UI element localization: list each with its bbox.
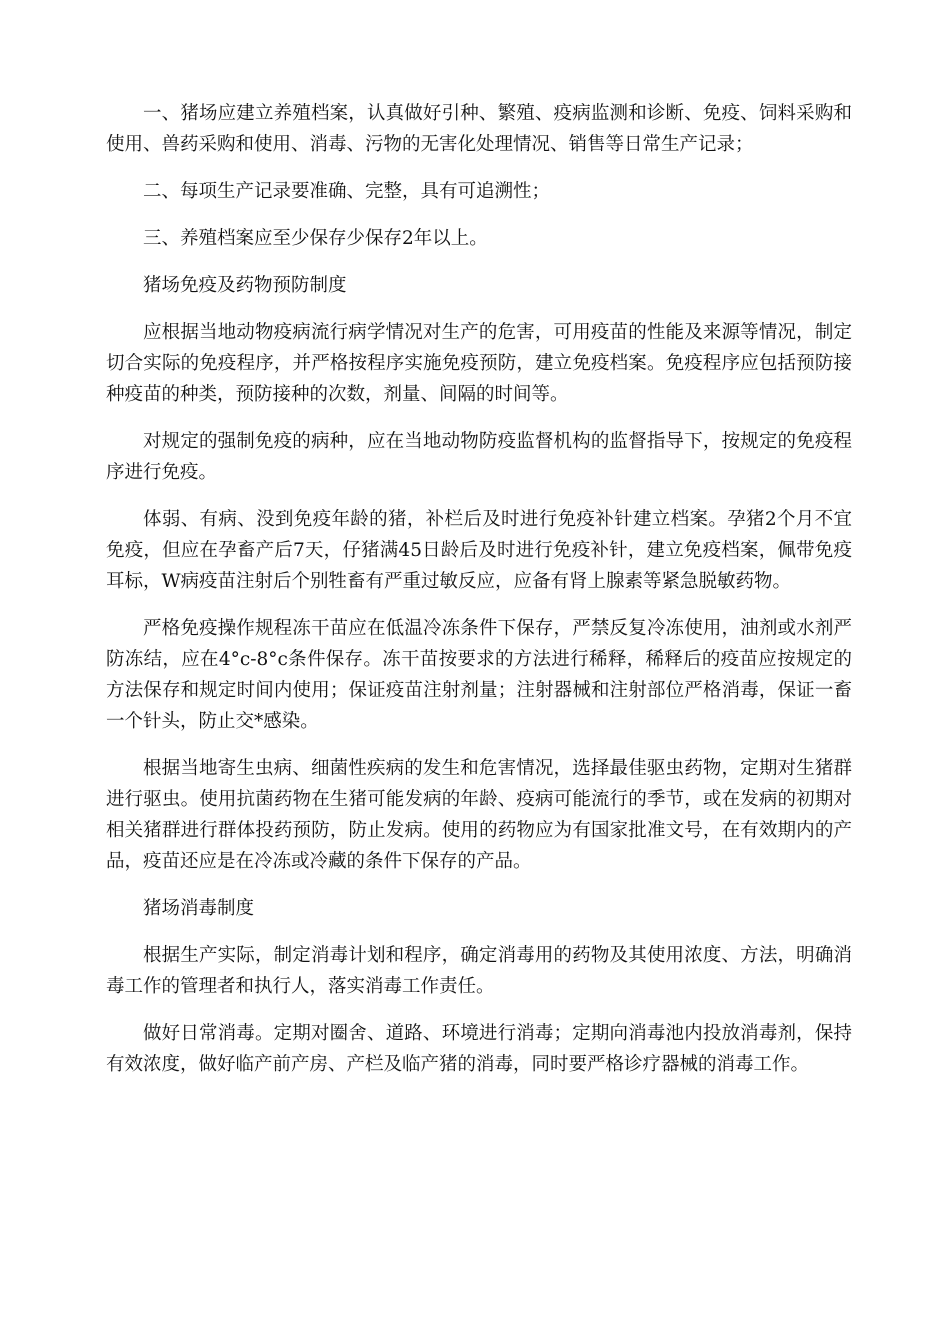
section-heading-disinfection: 猪场消毒制度 (143, 898, 255, 919)
paragraph-vaccine-handling: 严格免疫操作规程冻干苗应在低温冷冻条件下保存，严禁反复冷冻使用，油剂或水剂严防冻结，应在4°c-8°c条件保存。冻干苗按要求的方法进行稀释，稀释后的疫苗应按规定的方法保存和规定时间内使用；保证疫苗注射剂量；注射器械和注射部位严格消毒，保证一畜一个针头，防止交*感染。 (106, 618, 852, 732)
paragraph-record-keeping: 一、猪场应建立养殖档案，认真做好引种、繁殖、疫病监测和诊断、免疫、饲料采购和使用、兽药采购和使用、消毒、污物的无害化处理情况、销售等日常生产记录； (106, 103, 852, 155)
paragraph-traceability: 二、每项生产记录要准确、完整，具有可追溯性； (143, 181, 551, 202)
paragraph-daily-disinfection: 做好日常消毒。定期对圈舍、道路、环境进行消毒；定期向消毒池内投放消毒剂，保持有效浓度，做好临产前产房、产栏及临产猪的消毒，同时要严格诊疗器械的消毒工作。 (106, 1023, 852, 1075)
document-page (106, 98, 852, 1096)
paragraph-mandatory-immunization: 对规定的强制免疫的病种，应在当地动物防疫监督机构的监督指导下，按规定的免疫程序进行免疫。 (106, 431, 852, 483)
paragraph-immunization-program: 应根据当地动物疫病流行病学情况对生产的危害，可用疫苗的性能及来源等情况，制定切合实际的免疫程序，并严格按程序实施免疫预防，建立免疫档案。免疫程序应包括预防接种疫苗的种类，预防接种的次数，剂量、间隔的时间等。 (106, 322, 852, 405)
paragraph-retention: 三、养殖档案应至少保存少保存2年以上。 (143, 228, 488, 249)
section-heading-immunization: 猪场免疫及药物预防制度 (143, 275, 347, 296)
paragraph-deworming: 根据当地寄生虫病、细菌性疾病的发生和危害情况，选择最佳驱虫药物，定期对生猪群进行驱虫。使用抗菌药物在生猪可能发病的年龄、疫病可能流行的季节，或在发病的初期对相关猪群进行群体投药预防，防止发病。使用的药物应为有国家批准文号，在有效期内的产品，疫苗还应是在冷冻或冷藏的条件下保存的产品。 (106, 758, 852, 872)
paragraph-disinfection-plan: 根据生产实际，制定消毒计划和程序，确定消毒用的药物及其使用浓度、方法，明确消毒工作的管理者和执行人，落实消毒工作责任。 (106, 945, 852, 997)
paragraph-booster-immunization: 体弱、有病、没到免疫年龄的猪，补栏后及时进行免疫补针建立档案。孕猪2个月不宜免疫，但应在孕畜产后7天，仔猪满45日龄后及时进行免疫补针，建立免疫档案，佩带免疫耳标，W病疫苗注射后个别牲畜有严重过敏反应，应备有肾上腺素等紧急脱敏药物。 (106, 509, 852, 592)
